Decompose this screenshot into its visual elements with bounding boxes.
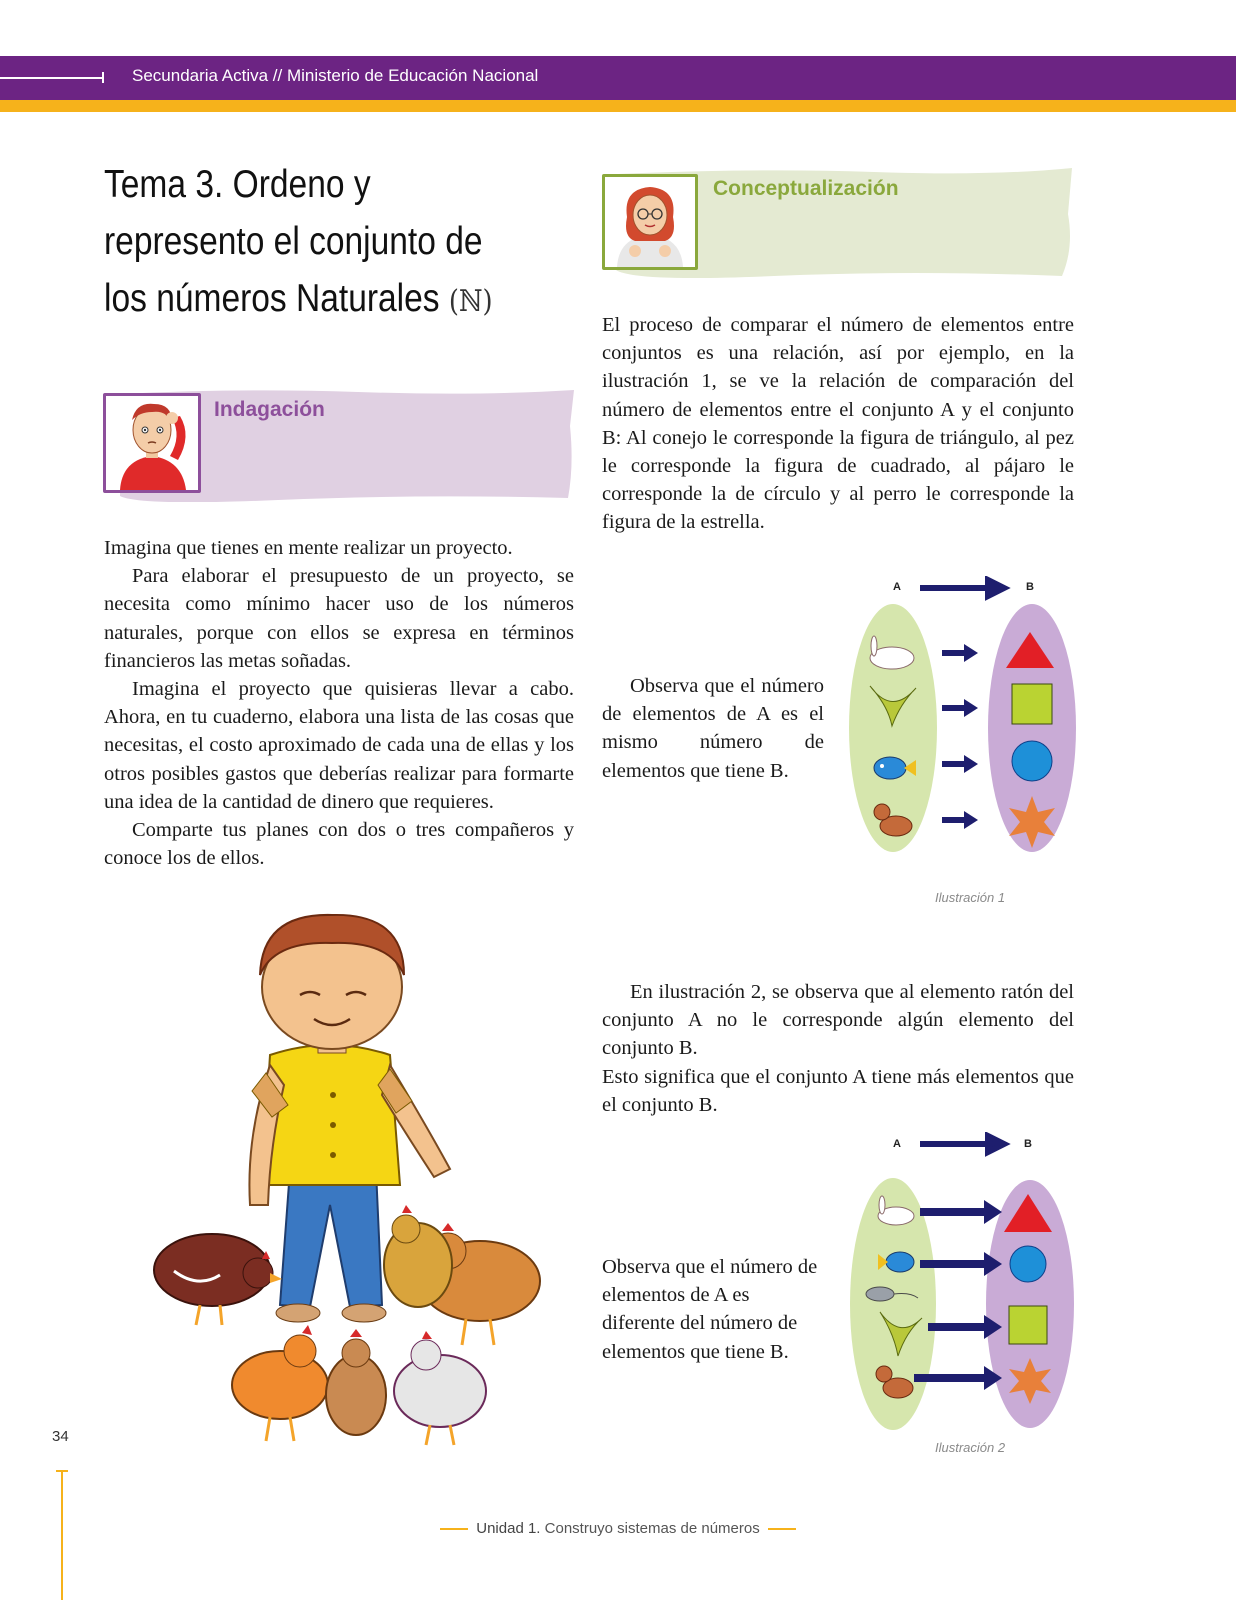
illustration1-set-a <box>849 604 937 852</box>
illustration1-header-arrow <box>920 580 1004 596</box>
chicken-dark-icon <box>154 1234 282 1325</box>
illustration1-mapping-arrows <box>942 644 978 829</box>
header-rule <box>0 77 104 79</box>
indagacion-paragraph-3: Imagina el proyecto que quisieras llevar a cabo. Ahora, en tu cuaderno, elabora una lista de las cosas que necesitas, el costo aproximado de cada una de ellas y los otros posibles gastos que deberías realizar para formarte una idea de la cantidad de dinero que requieres. <box>104 678 574 813</box>
arrow-3 <box>942 755 978 773</box>
illustration2-note <box>602 1253 824 1366</box>
header-accent-bar <box>0 100 1236 112</box>
footer-dash-left <box>440 1528 468 1530</box>
indagacion-paragraph-1: Imagina que tienes en mente realizar un proyecto. <box>104 537 513 559</box>
indagacion-label: Indagación <box>214 398 325 421</box>
chicken-light-brown-icon <box>326 1329 386 1435</box>
conceptualizacion-label: Conceptualización <box>713 177 899 200</box>
indagacion-text <box>104 534 574 872</box>
arrow-1 <box>920 1200 1002 1224</box>
arrow-1 <box>942 644 978 662</box>
illustration1-caption: Ilustración 1 <box>935 890 1006 905</box>
page-title <box>104 156 517 330</box>
conceptualizacion-paragraph: El proceso de comparar el número de elementos entre conjuntos es una relación, así por ejemplo, en la ilustración 1, se ve la relación de comparación del número de elementos entre el conjunto A y el conjunto B: Al conejo le corresponde la figura de triángulo, al pez le corresponde la figura de cuadrado, al pájaro le corresponde la de círculo y al perro le corresponde la figura de la estrella. <box>602 314 1074 534</box>
footer-unit: Unidad 1. <box>476 1520 541 1537</box>
chicken-grey-icon <box>394 1331 486 1445</box>
illustration1-set-a-label: A <box>893 581 901 593</box>
footer <box>0 1520 1236 1537</box>
title-line-3-text: los números Naturales <box>104 277 440 320</box>
title-line-2: represento el conjunto de <box>104 220 483 263</box>
illustration2-paragraph-2: Esto significa que el conjunto A tiene más elementos que el conjunto B. <box>602 1065 1074 1116</box>
title-line-1: Tema 3. Ordeno y <box>104 163 371 206</box>
arrow-4 <box>942 811 978 829</box>
indagacion-paragraph-4: Comparte tus planes con dos o tres compañeros y conoce los de ellos. <box>104 819 574 870</box>
circle-icon <box>1010 1246 1046 1282</box>
footer-dash-right <box>768 1528 796 1530</box>
thinking-boy-icon <box>106 396 198 490</box>
illustration1-diagram <box>840 576 1090 886</box>
square-icon <box>1012 684 1052 724</box>
naturals-symbol: (ℕ) <box>448 284 493 319</box>
header-rule-tick <box>102 72 104 83</box>
page-number: 34 <box>52 1428 69 1445</box>
illustration2-note-text: Observa que el número de elementos de A es diferente del número de elementos que tiene B. <box>602 1256 818 1363</box>
illustration1-note-text: Observa que el número de elementos de A es el mismo número de elementos que tiene B. <box>602 675 824 782</box>
illustration2-set-b-label: B <box>1024 1138 1032 1150</box>
chicken-tan-icon <box>384 1205 452 1307</box>
illustration1-note <box>602 672 824 785</box>
illustration2-set-a-label: A <box>893 1138 901 1150</box>
indagacion-avatar <box>103 393 201 493</box>
left-rule-tick <box>56 1470 68 1472</box>
header-text: Secundaria Activa // Ministerio de Educación Nacional <box>132 66 539 85</box>
conceptualizacion-text <box>602 311 1074 537</box>
chicken-orange-icon <box>232 1325 328 1441</box>
circle-icon <box>1012 741 1052 781</box>
illustration2-caption: Ilustración 2 <box>935 1440 1006 1455</box>
illustration2-text <box>602 978 1074 1119</box>
arrow-2 <box>942 699 978 717</box>
illustration1-set-b-label: B <box>1026 581 1034 593</box>
illustration2-paragraph-1: En ilustración 2, se observa que al elemento ratón del conjunto A no le corresponde algún elemento del conjunto B. <box>602 981 1074 1060</box>
square-icon <box>1009 1306 1047 1344</box>
title-line-3 <box>104 270 517 330</box>
footer-unit-title: Construyo sistemas de números <box>544 1520 760 1537</box>
boy-with-chickens-illustration <box>150 905 560 1450</box>
illustration2-header-arrow <box>920 1136 1004 1152</box>
illustration2-diagram <box>840 1132 1090 1442</box>
teacher-girl-icon <box>605 177 695 267</box>
conceptualizacion-avatar <box>602 174 698 270</box>
indagacion-paragraph-2: Para elaborar el presupuesto de un proyecto, se necesita como mínimo hacer uso de los números naturales, porque con ellos se expresa en términos financieros las metas soñadas. <box>104 565 574 672</box>
